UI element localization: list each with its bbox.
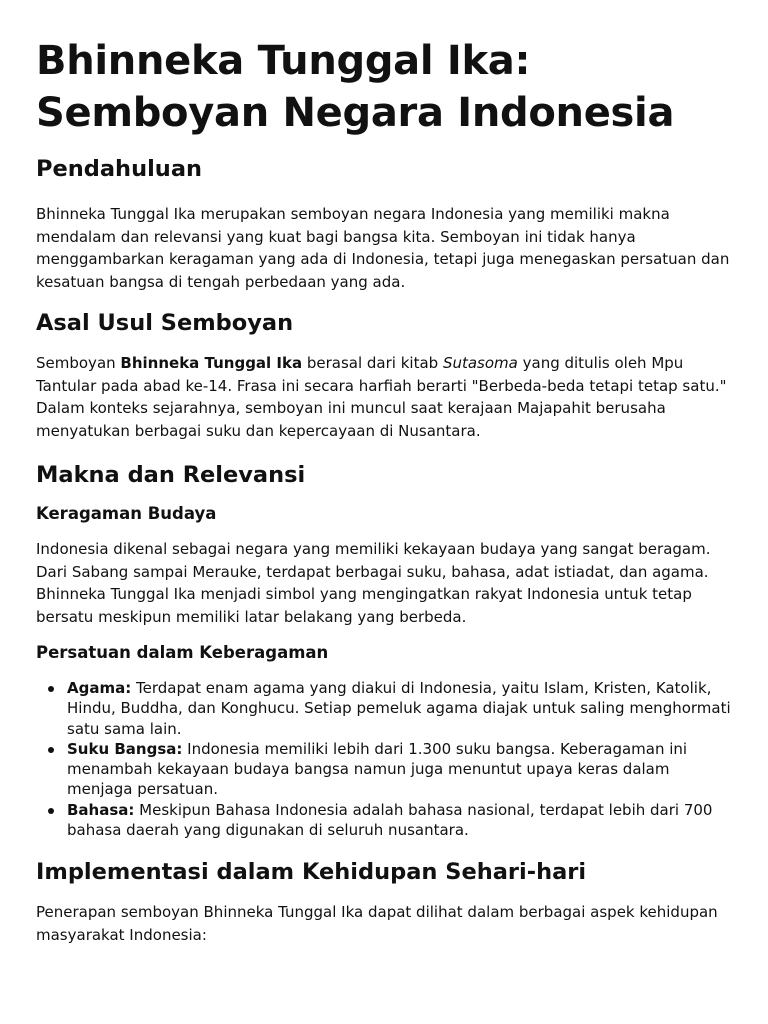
list-item-text: Terdapat enam agama yang diakui di Indonesia, yaitu Islam, Kristen, Katolik, Hindu, Buddha, dan Konghucu. Setiap pemeluk agama diajak untuk saling menghormati satu sama lain. bbox=[67, 679, 731, 738]
list-item-text: Meskipun Bahasa Indonesia adalah bahasa nasional, terdapat lebih dari 700 bahasa daerah yang digunakan di seluruh nusantara. bbox=[67, 800, 713, 840]
subsection-heading-persatuan: Persatuan dalam Keberagaman bbox=[36, 643, 329, 662]
page-title: Bhinneka Tunggal Ika: Semboyan Negara Indonesia bbox=[36, 38, 675, 136]
paragraph-asal-usul bbox=[36, 352, 732, 442]
subsection-heading-keragaman: Keragaman Budaya bbox=[36, 504, 217, 523]
asal-usul-text-mid: berasal dari kitab bbox=[302, 354, 443, 372]
list-item bbox=[67, 739, 732, 800]
asal-usul-text-suffix: yang ditulis oleh Mpu Tantular pada abad ke-14. Frasa ini secara harfiah berarti "Berbeda-beda tetapi tetap satu." Dalam konteks sejarahnya, semboyan ini muncul saat kerajaan Majapahit berusaha menyatukan berbagai suku dan kepercayaan di Nusantara. bbox=[36, 354, 727, 440]
asal-usul-text-bold: Bhinneka Tunggal Ika bbox=[120, 354, 303, 372]
list-item-label: Suku Bangsa: bbox=[67, 739, 183, 758]
paragraph-pendahuluan: Bhinneka Tunggal Ika merupakan semboyan negara Indonesia yang memiliki makna mendalam dan relevansi yang kuat bagi bangsa kita. Semboyan ini tidak hanya menggambarkan keragaman yang ada di Indonesia, tetapi juga menegaskan persatuan dan kesatuan bangsa di tengah perbedaan yang ada. bbox=[36, 205, 730, 291]
list-item-label: Agama: bbox=[67, 679, 132, 697]
section-heading-implementasi: Implementasi dalam Kehidupan Sehari-hari bbox=[36, 859, 587, 886]
list-item-text: Indonesia memiliki lebih dari 1.300 suku bangsa. Keberagaman ini menambah kekayaan budaya bangsa namun juga menuntut upaya keras dalam menjaga persatuan. bbox=[67, 739, 688, 799]
paragraph-implementasi: Penerapan semboyan Bhinneka Tunggal Ika dapat dilihat dalam berbagai aspek kehidupan masyarakat Indonesia: bbox=[36, 903, 718, 944]
persatuan-list bbox=[36, 678, 732, 840]
list-item bbox=[67, 678, 732, 739]
paragraph-keragaman: Indonesia dikenal sebagai negara yang memiliki kekayaan budaya yang sangat beragam. Dari Sabang sampai Merauke, terdapat berbagai suku, bahasa, adat istiadat, dan agama. Bhinneka Tunggal Ika menjadi simbol yang mengingatkan rakyat Indonesia untuk tetap bersatu meskipun memiliki latar belakang yang berbeda. bbox=[36, 540, 711, 626]
list-item-label: Bahasa: bbox=[67, 800, 135, 819]
list-item bbox=[67, 800, 732, 841]
section-heading-asal-usul: Asal Usul Semboyan bbox=[36, 310, 294, 336]
asal-usul-text-italic: Sutasoma bbox=[442, 354, 518, 372]
section-heading-makna: Makna dan Relevansi bbox=[36, 462, 306, 488]
section-heading-pendahuluan: Pendahuluan bbox=[36, 156, 203, 182]
asal-usul-text-prefix: Semboyan bbox=[36, 354, 121, 372]
